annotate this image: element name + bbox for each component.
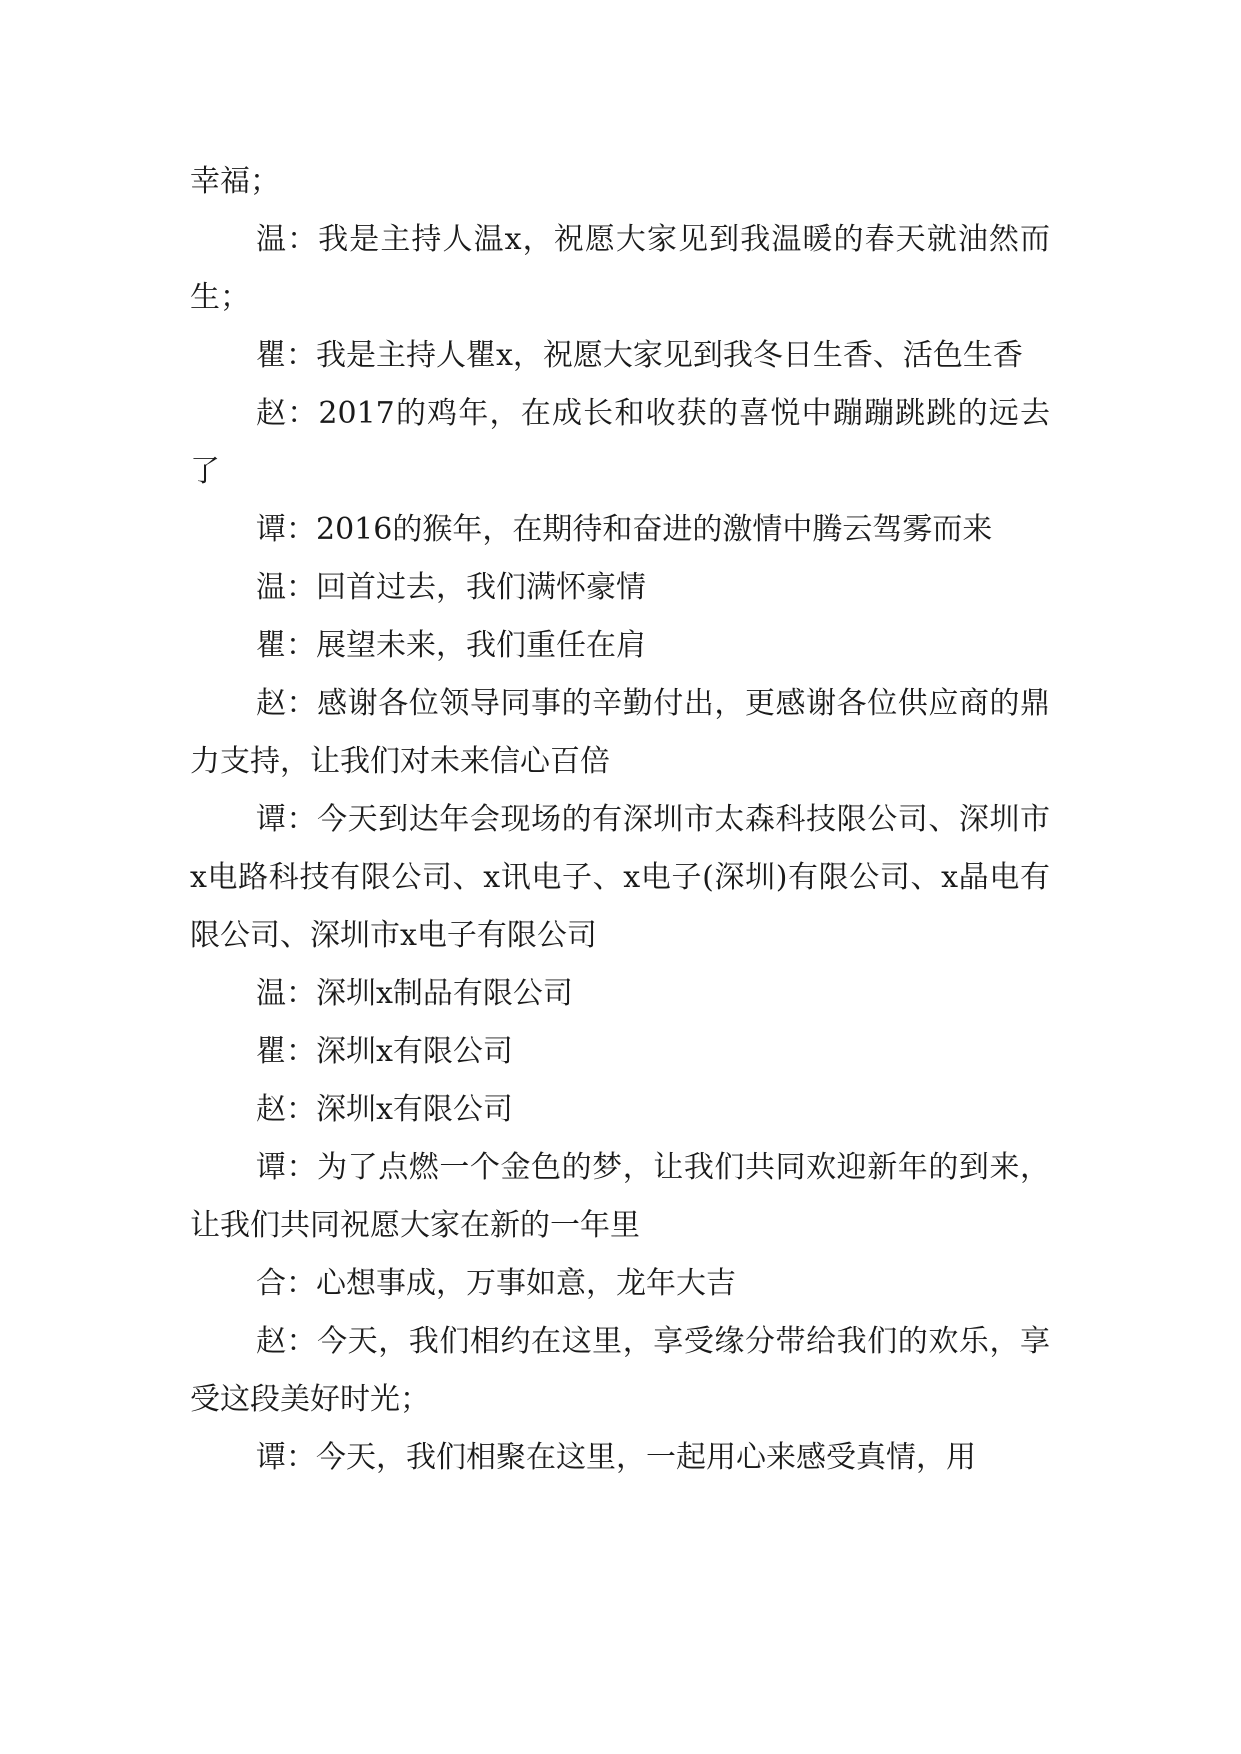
document-body [190, 153, 1050, 1487]
paragraph: 温：回首过去，我们满怀豪情 [256, 570, 646, 605]
paragraph: 谭：2016的猴年，在期待和奋进的激情中腾云驾雾而来 [256, 512, 993, 547]
paragraph: 赵：2017的鸡年，在成长和收获的喜悦中蹦蹦跳跳的远去了 [190, 396, 1050, 489]
paragraph: 赵：深圳x有限公司 [256, 1092, 513, 1127]
paragraph: 瞿：深圳x有限公司 [256, 1034, 513, 1069]
paragraph: 瞿：展望未来，我们重任在肩 [256, 628, 646, 663]
paragraph: 谭：今天，我们相聚在这里，一起用心来感受真情，用 [256, 1440, 976, 1475]
paragraph: 赵：感谢各位领导同事的辛勤付出，更感谢各位供应商的鼎力支持，让我们对未来信心百倍 [190, 686, 1050, 779]
paragraph: 谭：今天到达年会现场的有深圳市太森科技限公司、深圳市x电路科技有限公司、x讯电子、x电子(深圳)有限公司、x晶电有限公司、深圳市x电子有限公司 [190, 802, 1050, 953]
paragraph: 瞿：我是主持人瞿x，祝愿大家见到我冬日生香、活色生香 [256, 338, 1023, 373]
paragraph: 幸福； [190, 164, 280, 199]
paragraph: 赵：今天，我们相约在这里，享受缘分带给我们的欢乐，享受这段美好时光； [190, 1324, 1050, 1417]
paragraph: 温：深圳x制品有限公司 [256, 976, 573, 1011]
paragraph: 温：我是主持人温x，祝愿大家见到我温暖的春天就油然而生； [190, 222, 1050, 315]
paragraph: 合：心想事成，万事如意，龙年大吉 [256, 1266, 736, 1301]
paragraph: 谭：为了点燃一个金色的梦，让我们共同欢迎新年的到来，让我们共同祝愿大家在新的一年里 [190, 1150, 1050, 1243]
